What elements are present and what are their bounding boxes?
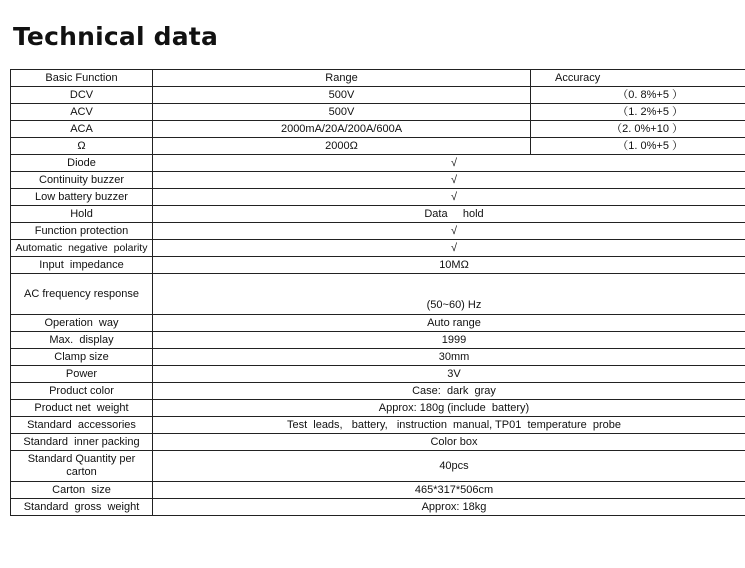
- table-row: [11, 349, 745, 366]
- row-value: 3V: [153, 366, 745, 383]
- table-row: [11, 223, 745, 240]
- row-value: Color box: [153, 434, 745, 451]
- table-row: [11, 189, 745, 206]
- row-function: Carton size: [11, 482, 153, 499]
- row-function: Ω: [11, 138, 153, 155]
- header-accuracy: Accuracy: [531, 70, 745, 87]
- row-value: 10MΩ: [153, 257, 745, 274]
- row-function: ACA: [11, 121, 153, 138]
- page-title: Technical data: [13, 22, 219, 51]
- row-accuracy: （0. 8%+5 ）: [531, 87, 745, 104]
- row-value: Auto range: [153, 315, 745, 332]
- row-function: Clamp size: [11, 349, 153, 366]
- row-accuracy: （2. 0%+10 ）: [531, 121, 745, 138]
- row-function: Automatic negative polarity: [11, 240, 153, 257]
- row-range: 2000Ω: [153, 138, 531, 155]
- row-function: Product color: [11, 383, 153, 400]
- table-header-row: [11, 70, 745, 87]
- row-function: Power: [11, 366, 153, 383]
- row-accuracy: （1. 2%+5 ）: [531, 104, 745, 121]
- row-function: Function protection: [11, 223, 153, 240]
- row-value: (50~60) Hz: [153, 274, 745, 315]
- table-row: [11, 332, 745, 349]
- row-function: Input impedance: [11, 257, 153, 274]
- table-row: [11, 274, 745, 315]
- row-value: 465*317*506cm: [153, 482, 745, 499]
- table-row: [11, 121, 745, 138]
- row-function: Max. display: [11, 332, 153, 349]
- table-row: [11, 172, 745, 189]
- table-row: [11, 240, 745, 257]
- header-basic-function: Basic Function: [11, 70, 153, 87]
- row-range: 2000mA/20A/200A/600A: [153, 121, 531, 138]
- table-row: [11, 400, 745, 417]
- table-row: [11, 451, 745, 482]
- row-function: Standard Quantity per carton: [11, 451, 153, 482]
- row-value: 40pcs: [153, 451, 745, 482]
- table-row: [11, 499, 745, 516]
- row-value: Data hold: [153, 206, 745, 223]
- row-value: √: [153, 155, 745, 172]
- table-row: [11, 383, 745, 400]
- table-row: [11, 138, 745, 155]
- row-function: Low battery buzzer: [11, 189, 153, 206]
- table-row: [11, 257, 745, 274]
- row-value: Case: dark gray: [153, 383, 745, 400]
- row-function: Hold: [11, 206, 153, 223]
- row-value: √: [153, 172, 745, 189]
- table-row: [11, 417, 745, 434]
- row-value: √: [153, 240, 745, 257]
- table-row: [11, 155, 745, 172]
- header-range: Range: [153, 70, 531, 87]
- row-value: √: [153, 189, 745, 206]
- table-row: [11, 482, 745, 499]
- table-row: [11, 87, 745, 104]
- row-function: Standard accessories: [11, 417, 153, 434]
- table-row: [11, 366, 745, 383]
- table-row: [11, 104, 745, 121]
- row-value: Test leads, battery, instruction manual, TP01 temperature probe: [153, 417, 745, 434]
- row-value: √: [153, 223, 745, 240]
- row-function: Continuity buzzer: [11, 172, 153, 189]
- row-function: Operation way: [11, 315, 153, 332]
- row-function: Standard gross weight: [11, 499, 153, 516]
- row-function: AC frequency response: [11, 274, 153, 315]
- technical-data-table: [10, 69, 745, 516]
- row-accuracy: （1. 0%+5 ）: [531, 138, 745, 155]
- table-row: [11, 206, 745, 223]
- row-value: Approx: 180g (include battery): [153, 400, 745, 417]
- row-range: 500V: [153, 87, 531, 104]
- table-row: [11, 434, 745, 451]
- row-value: Approx: 18kg: [153, 499, 745, 516]
- row-function: DCV: [11, 87, 153, 104]
- row-function: Diode: [11, 155, 153, 172]
- table-row: [11, 315, 745, 332]
- row-value: 30mm: [153, 349, 745, 366]
- row-function: Standard inner packing: [11, 434, 153, 451]
- row-range: 500V: [153, 104, 531, 121]
- row-function: Product net weight: [11, 400, 153, 417]
- row-function: ACV: [11, 104, 153, 121]
- row-value: 1999: [153, 332, 745, 349]
